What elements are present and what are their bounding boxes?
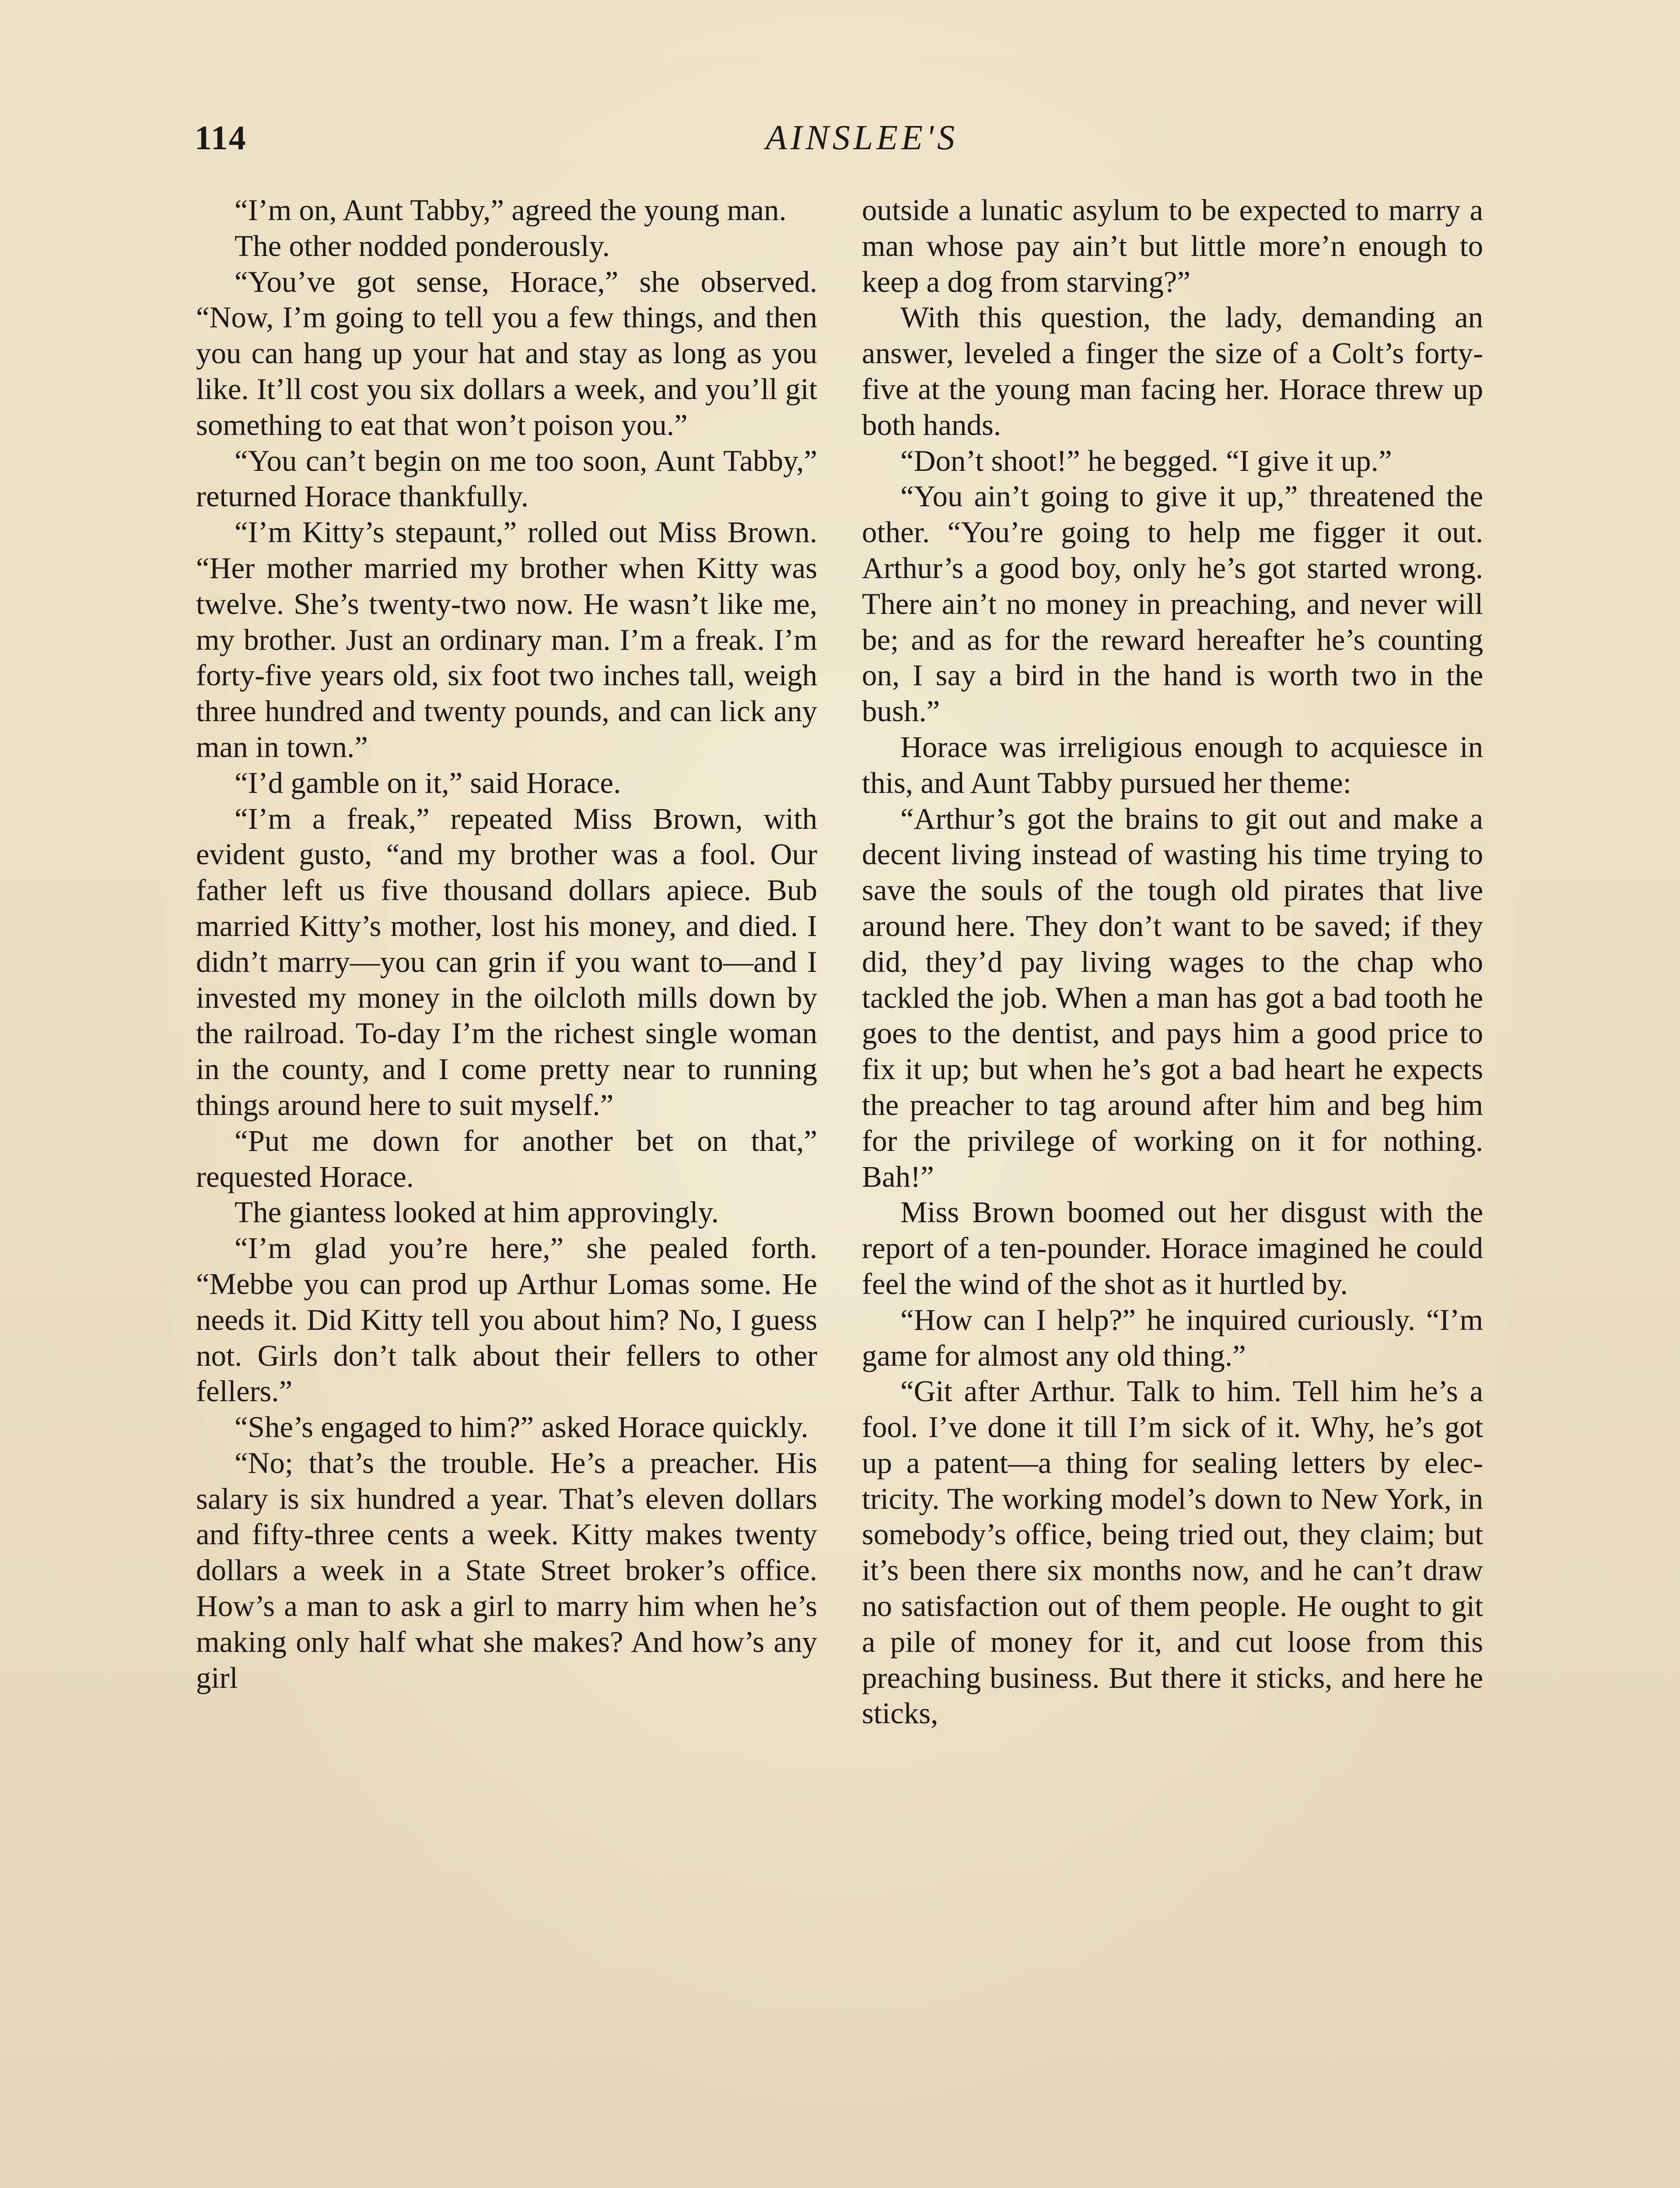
paragraph: “You can’t begin on me too soon, Aunt Tabby,” returned Horace thankfully. <box>196 444 817 513</box>
paragraph: “You’ve got sense, Horace,” she observed. “Now, I’m going to tell you a few things, and then you can hang up your hat and stay as long as you like. It’ll cost you six dollars a week, and you’ll git something to eat that won’t poison you.” <box>196 265 817 442</box>
paragraph: “No; that’s the trouble. He’s a preacher. His salary is six hundred a year. That’s eleven dollars and fifty-three cents a week. Kitty makes twenty dollars a week in a State Street broker’s office. How’s a man to ask a girl to marry him when he’s making only half what she makes? And how’s any girl <box>196 1446 817 1694</box>
left-column <box>196 193 817 1696</box>
paragraph-continued: outside a lunatic asylum to be expected to marry a man whose pay ain’t but little more’n enough to keep a dog from starving?” <box>862 193 1483 298</box>
paragraph: “Put me down for another bet on that,” requested Horace. <box>196 1124 817 1193</box>
paragraph: “Arthur’s got the brains to git out and make a decent living instead of wasting his time trying to save the souls of the tough old pirates that live around here. They don’t want to be saved; if they did, they’d pay living wages to the chap who tackled the job. When a man has got a bad tooth he goes to the dentist, and pays him a good price to fix it up; but when he’s got a bad heart he expects the preacher to tag around after him and beg him for the privilege of working on it for nothing. Bah!” <box>862 802 1483 1193</box>
paragraph: Horace was irreligious enough to acquiesce in this, and Aunt Tabby pursued her theme: <box>862 730 1483 799</box>
paragraph: “She’s engaged to him?” asked Horace quickly. <box>234 1410 808 1444</box>
paragraph: “You ain’t going to give it up,” threatened the other. “You’re going to help me figger it out. Arthur’s a good boy, only he’s got started wrong. There ain’t no money in preaching, and never will be; and as for the reward hereafter he’s counting on, I say a bird in the hand is worth two in the bush.” <box>862 480 1483 728</box>
paragraph: “I’m a freak,” repeated Miss Brown, with evident gusto, “and my brother was a fool. Our father left us five thousand dollars apiece. Bub married Kitty’s mother, lost his money, and died. I didn’t marry—you can grin if you want to—and I invested my money in the oilcloth mills down by the railroad. To-day I’m the richest single woman in the county, and I come pretty near to running things around here to suit myself.” <box>196 802 817 1122</box>
paragraph: The giantess looked at him approvingly. <box>234 1196 719 1229</box>
paragraph: “Git after Arthur. Talk to him. Tell him he’s a fool. I’ve done it till I’m sick of it. Why, he’s got up a patent—a thing for sealing letters by electricity. The working model’s down to New York, in somebody’s office, being tried out, they claim; but it’s been there six months now, and he can’t draw no satisfaction out of them people. He ought to git a pile of money for it, and cut loose from this preaching business. But there it sticks, and here he sticks, <box>862 1375 1483 1730</box>
paragraph: “I’m Kitty’s stepaunt,” rolled out Miss Brown. “Her mother married my brother when Kitty was twelve. She’s twenty-two now. He wasn’t like me, my brother. Just an ordinary man. I’m a freak. I’m forty-five years old, six foot two inches tall, weigh three hundred and twenty pounds, and can lick any man in town.” <box>196 515 817 764</box>
paragraph: The other nodded ponderously. <box>234 229 610 263</box>
page-number: 114 <box>195 119 247 157</box>
paragraph: With this question, the lady, demanding an answer, leveled a finger the size of a Colt’s forty-five at the young man facing her. Horace threw up both hands. <box>862 301 1483 442</box>
page-header <box>195 118 1507 166</box>
paragraph: “I’d gamble on it,” said Horace. <box>234 766 621 799</box>
paragraph: “I’m on, Aunt Tabby,” agreed the young man. <box>234 193 787 227</box>
paragraph: Miss Brown boomed out her disgust with the report of a ten-pounder. Horace imagined he could feel the wind of the shot as it hurtled by. <box>862 1196 1483 1301</box>
paragraph: “How can I help?” he inquired curiously. “I’m game for almost any old thing.” <box>862 1303 1483 1372</box>
right-column <box>862 193 1483 1732</box>
paragraph: “Don’t shoot!” he begged. “I give it up.” <box>900 444 1392 477</box>
paragraph: “I’m glad you’re here,” she pealed forth. “Mebbe you can prod up Arthur Lomas some. He needs it. Did Kitty tell you about him? No, I guess not. Girls don’t talk about their fellers to other fellers.” <box>196 1231 817 1408</box>
running-head: AINSLEE'S <box>765 119 959 157</box>
